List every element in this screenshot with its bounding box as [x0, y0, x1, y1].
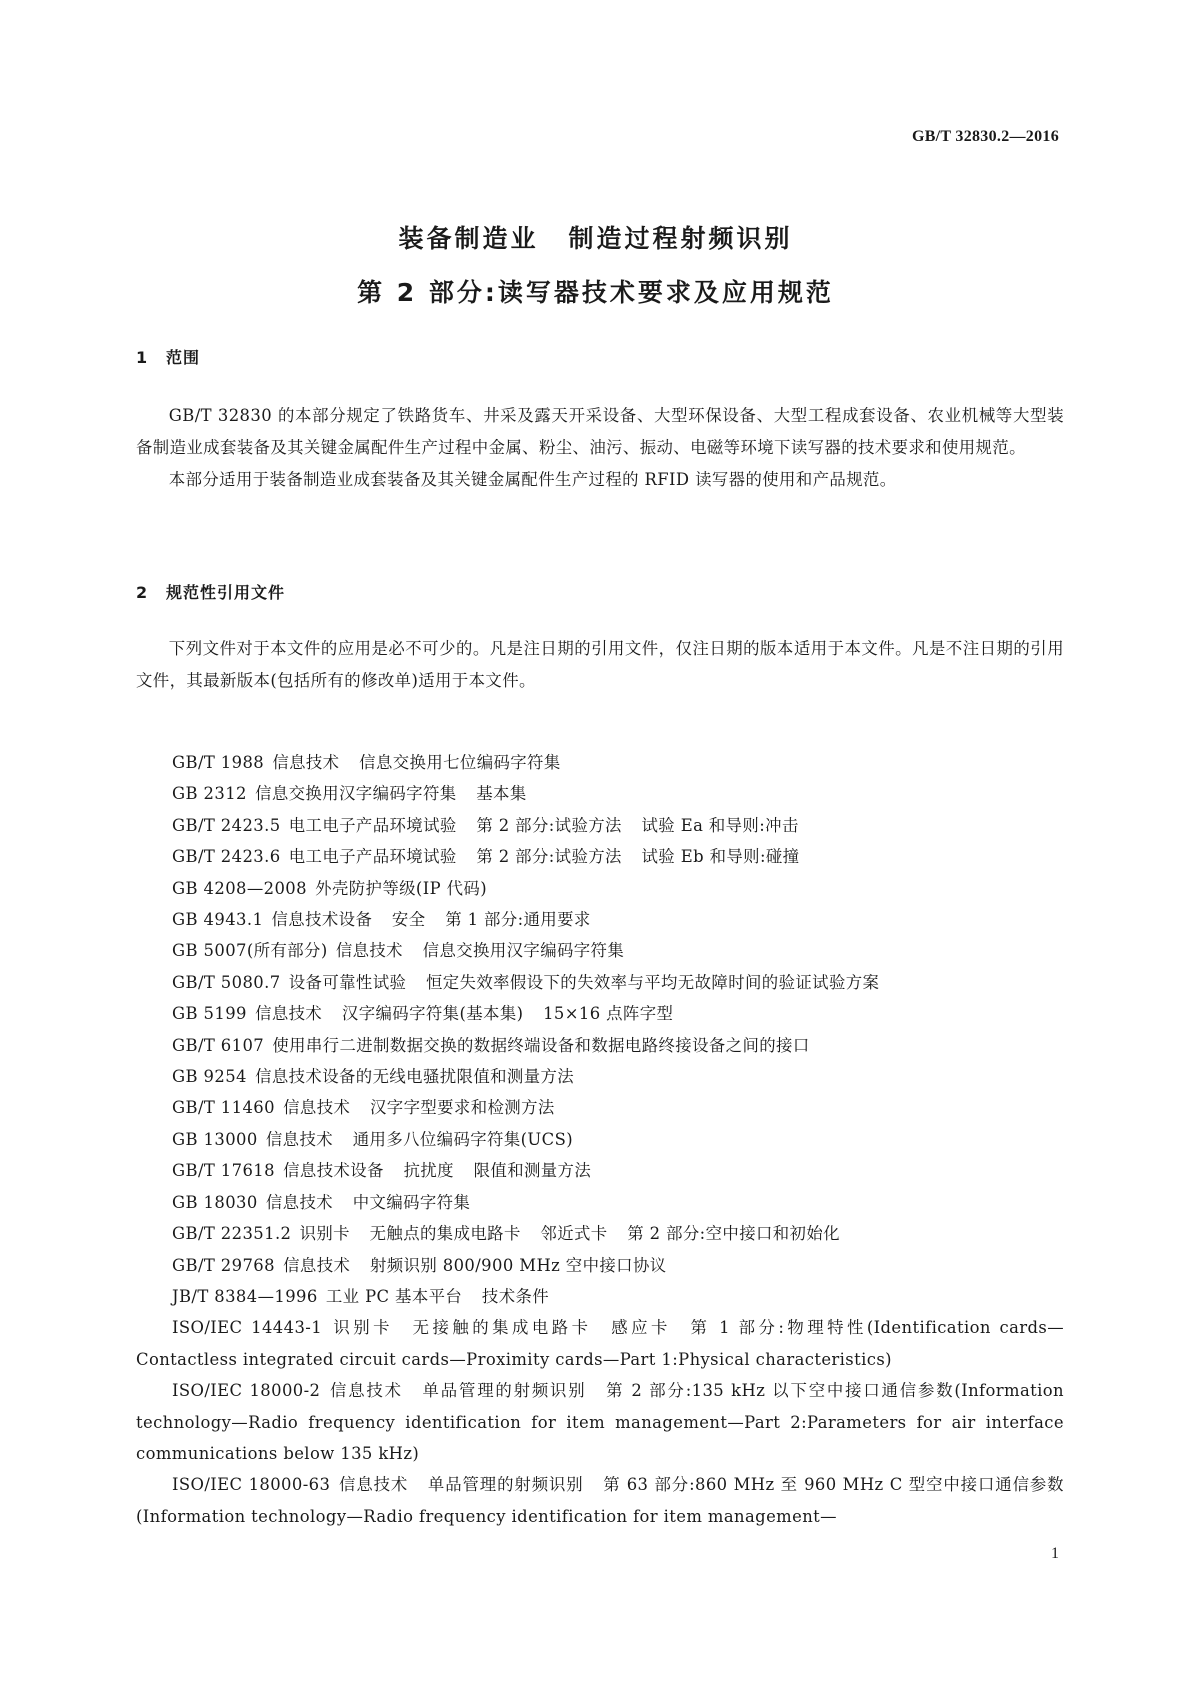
- standard-number: GB/T 32830.2—2016: [911, 128, 1059, 145]
- reference-item: GB/T 29768 信息技术 射频识别 800/900 MHz 空中接口协议: [172, 1255, 667, 1275]
- reference-item: ISO/IEC 14443-1 识别卡 无接触的集成电路卡 感应卡 第 1 部分:物理特性(Identification cards—Contactless integrated circuit cards—Proximity cards—Part 1:Physical characteristics): [136, 1318, 1064, 1369]
- reference-item: GB/T 5080.7 设备可靠性试验 恒定失效率假设下的失效率与平均无故障时间的验证试验方案: [172, 972, 880, 992]
- section1-paragraph: GB/T 32830 的本部分规定了铁路货车、井采及露天开采设备、大型环保设备、大型工程成套设备、农业机械等大型装备制造业成套装备及其关键金属配件生产过程中金属、粉尘、油污、振动、电磁等环境下读写器的技术要求和使用规范。: [136, 406, 1064, 457]
- reference-item: GB/T 6107 使用串行二进制数据交换的数据终端设备和数据电路终接设备之间的接口: [172, 1035, 810, 1055]
- section1-title: 范围: [166, 348, 201, 367]
- reference-item: ISO/IEC 18000-2 信息技术 单品管理的射频识别 第 2 部分:135 kHz 以下空中接口通信参数(Information technology—Radio frequency identification for item management—Part 2:Parameters for air interface communications below 135 kHz): [136, 1381, 1064, 1463]
- reference-item: GB/T 1988 信息技术 信息交换用七位编码字符集: [172, 753, 561, 772]
- section2-number: 2: [136, 583, 149, 602]
- title-line1-part-b: 制造过程射频识别: [568, 224, 793, 253]
- reference-item: GB/T 11460 信息技术 汉字字型要求和检测方法: [172, 1098, 555, 1118]
- reference-item: GB/T 17618 信息技术设备 抗扰度 限值和测量方法: [172, 1161, 592, 1181]
- reference-item: GB 9254 信息技术设备的无线电骚扰限值和测量方法: [172, 1067, 575, 1087]
- section2-heading: [136, 580, 285, 603]
- reference-item: JB/T 8384—1996 工业 PC 基本平台 技术条件: [172, 1286, 550, 1306]
- section2-title: 规范性引用文件: [166, 583, 286, 602]
- page-number: 1: [1051, 1545, 1059, 1562]
- reference-item: GB 13000 信息技术 通用多八位编码字符集(UCS): [172, 1129, 574, 1149]
- reference-item: GB 18030 信息技术 中文编码字符集: [172, 1192, 471, 1212]
- reference-list: [136, 747, 1064, 1532]
- reference-item: GB 5007(所有部分) 信息技术 信息交换用汉字编码字符集: [172, 941, 625, 961]
- title-line1-part-a: 装备制造业: [398, 224, 539, 253]
- reference-item: GB/T 22351.2 识别卡 无触点的集成电路卡 邻近式卡 第 2 部分:空中接口和初始化: [172, 1224, 840, 1244]
- section1-paragraph: 本部分适用于装备制造业成套装备及其关键金属配件生产过程的 RFID 读写器的使用和产品规范。: [168, 470, 897, 489]
- section1-number: 1: [136, 348, 149, 367]
- reference-item: GB 4208—2008 外壳防护等级(IP 代码): [172, 878, 487, 898]
- reference-item: GB/T 2423.5 电工电子产品环境试验 第 2 部分:试验方法 试验 Ea 和导则:冲击: [172, 815, 799, 835]
- document-title: [0, 226, 1191, 305]
- reference-item: GB 4943.1 信息技术设备 安全 第 1 部分:通用要求: [172, 910, 591, 930]
- section1-heading: [136, 345, 200, 368]
- reference-item: ISO/IEC 18000-63 信息技术 单品管理的射频识别 第 63 部分:860 MHz 至 960 MHz C 型空中接口通信参数(Information technology—Radio frequency identification for item management—: [136, 1475, 1064, 1526]
- section1-body: [136, 400, 1064, 496]
- reference-item: GB/T 2423.6 电工电子产品环境试验 第 2 部分:试验方法 试验 Eb 和导则:碰撞: [172, 847, 800, 867]
- reference-item: GB 5199 信息技术 汉字编码字符集(基本集) 15×16 点阵字型: [172, 1004, 674, 1024]
- reference-item: GB 2312 信息交换用汉字编码字符集 基本集: [172, 784, 527, 804]
- title-line2: 第 2 部分:读写器技术要求及应用规范: [357, 278, 834, 307]
- section2-intro: [136, 633, 1064, 697]
- section2-intro-paragraph: 下列文件对于本文件的应用是必不可少的。凡是注日期的引用文件，仅注日期的版本适用于本文件。凡是不注日期的引用文件，其最新版本(包括所有的修改单)适用于本文件。: [136, 639, 1064, 690]
